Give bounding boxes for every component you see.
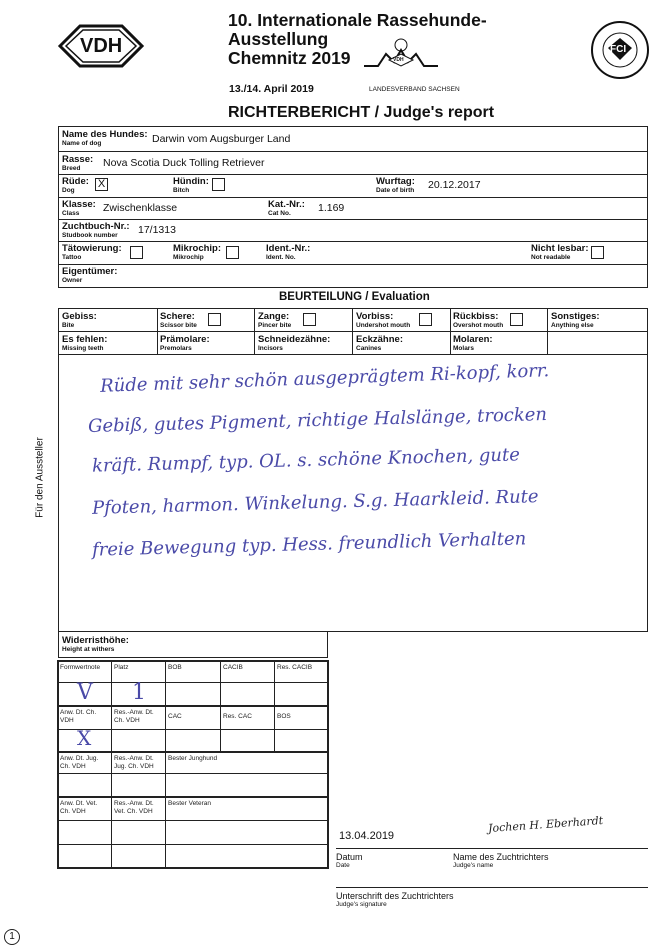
cell-anw-dt-jug-ch: Anw. Dt. Jug. Ch. VDH	[60, 755, 99, 770]
other-field	[551, 312, 600, 330]
premolar-label: Prämolare:	[160, 334, 210, 345]
pincer-label: Zange:	[258, 311, 290, 322]
vdh-logo-text: VDH	[80, 35, 123, 57]
landesverband-label: LANDESVERBAND SACHSEN	[369, 86, 460, 93]
canine-field	[356, 335, 403, 353]
vdh-logo	[56, 22, 146, 70]
page-number	[4, 929, 20, 945]
chip-checkbox[interactable]	[226, 246, 239, 259]
grade-handwritten: V	[77, 680, 93, 705]
catalog-number-field	[268, 200, 305, 218]
breed-field	[62, 155, 93, 173]
breed-sublabel: Breed	[62, 165, 81, 172]
male-field	[62, 177, 89, 195]
male-sublabel: Dog	[62, 187, 75, 194]
scissor-checkbox[interactable]	[208, 313, 221, 326]
pincer-checkbox[interactable]	[303, 313, 316, 326]
class-field	[62, 200, 96, 218]
missing-label: Es fehlen:	[62, 334, 108, 345]
female-label: Hündin:	[173, 176, 209, 187]
premolar-field	[160, 335, 210, 353]
undershot-sublabel: Undershot mouth	[356, 322, 411, 329]
handwriting-line-1: Rüde mit sehr schön ausgeprägtem Ri-kopf, korr.	[99, 360, 550, 397]
cell-bos: BOS	[277, 713, 291, 720]
judge-name-sublabel: Judge's name	[453, 862, 494, 869]
height-label: Widerristhöhe:	[62, 635, 129, 646]
height-sublabel: Height at withers	[62, 646, 115, 653]
tattoo-checkbox[interactable]	[130, 246, 143, 259]
scissor-label: Schere:	[160, 311, 195, 322]
unreadable-field	[531, 244, 589, 262]
report-title: RICHTERBERICHT / Judge's report	[228, 104, 495, 121]
cell-anw-dt-ch: Anw. Dt. Ch. VDH	[60, 709, 97, 724]
female-sublabel: Bitch	[173, 187, 190, 194]
catalog-number-sublabel: Cat No.	[268, 210, 291, 217]
dog-name-label: Name des Hundes:	[62, 129, 148, 140]
place-handwritten: 1	[132, 680, 146, 705]
cell-res-anw-dt-jug-ch: Res.-Anw. Dt. Jug. Ch. VDH	[114, 755, 154, 770]
side-label: Für den Aussteller	[34, 437, 46, 518]
cell-bester-junghund: Bester Junghund	[168, 755, 218, 762]
dog-name-sublabel: Name of dog	[62, 140, 102, 147]
height-field	[62, 636, 129, 654]
incisor-label: Schneidezähne:	[258, 334, 331, 345]
incisor-field	[258, 335, 330, 353]
cell-bob: BOB	[168, 664, 182, 671]
unreadable-label: Nicht lesbar:	[531, 243, 589, 254]
pincer-sublabel: Pincer bite	[258, 322, 292, 329]
signature-label: Unterschrift des Zuchtrichters	[336, 891, 454, 901]
undershot-field	[356, 312, 410, 330]
cell-res-anw-dt-ch: Res.-Anw. Dt. Ch. VDH	[114, 709, 154, 724]
cell-cacib: CACIB	[223, 664, 243, 671]
canine-sublabel: Canines	[356, 345, 382, 352]
date-value: 13.04.2019	[339, 830, 395, 842]
tattoo-label: Tätowierung:	[62, 243, 122, 254]
title-line-2: Ausstellung	[228, 29, 329, 49]
handwriting-line-3: kräft. Rumpf, typ. OL. s. schöne Knochen, gute	[91, 444, 521, 477]
dog-name-value: Darwin vom Augsburger Land	[152, 133, 291, 145]
bite-field	[62, 312, 97, 330]
whelp-date-field	[376, 177, 415, 195]
whelp-date-sublabel: Date of birth	[376, 187, 415, 194]
ident-sublabel: Ident. No.	[266, 254, 296, 261]
bite-label: Gebiss:	[62, 311, 97, 322]
ident-label: Ident.-Nr.:	[266, 243, 311, 254]
whelp-date-label: Wurftag:	[376, 176, 415, 187]
molar-label: Molaren:	[453, 334, 493, 345]
cell-anw-dt-vet-ch: Anw. Dt. Vet. Ch. VDH	[60, 800, 98, 815]
canine-label: Eckzähne:	[356, 334, 403, 345]
unreadable-sublabel: Not readable	[531, 254, 571, 261]
signature-sublabel: Judge's signature	[336, 901, 387, 908]
missing-field	[62, 335, 107, 353]
lv-logo-text: VDH	[393, 57, 404, 63]
pincer-field	[258, 312, 291, 330]
signature-caption	[336, 891, 454, 909]
class-label: Klasse:	[62, 199, 96, 210]
molar-sublabel: Molars	[453, 345, 474, 352]
incisor-sublabel: Incisors	[258, 345, 283, 352]
female-field	[173, 177, 209, 195]
chip-field	[173, 244, 221, 262]
anw-handwritten: X	[77, 726, 92, 750]
scissor-field	[160, 312, 197, 330]
judge-name-caption	[453, 852, 549, 870]
breed-label: Rasse:	[62, 154, 94, 165]
molar-field	[453, 335, 493, 353]
owner-label: Eigentümer:	[62, 266, 118, 277]
other-label: Sonstiges:	[551, 311, 600, 322]
judge-name-handwritten: Jochen H. Eberhardt	[487, 813, 604, 836]
dog-name-field	[62, 130, 148, 148]
page-number-text: 1	[9, 931, 15, 942]
missing-sublabel: Missing teeth	[62, 345, 104, 352]
evaluation-title: BEURTEILUNG / Evaluation	[279, 291, 430, 303]
show-date: 13./14. April 2019	[229, 83, 314, 95]
chip-label: Mikrochip:	[173, 243, 222, 254]
tattoo-field	[62, 244, 122, 262]
female-checkbox[interactable]	[212, 178, 225, 191]
undershot-checkbox[interactable]	[419, 313, 432, 326]
catalog-number-value: 1.169	[318, 202, 345, 214]
studbook-value: 17/1313	[138, 224, 176, 236]
premolar-sublabel: Premolars	[160, 345, 192, 352]
ident-field	[266, 244, 310, 262]
chip-sublabel: Mikrochip	[173, 254, 204, 261]
fci-logo	[590, 20, 650, 80]
unreadable-checkbox[interactable]	[591, 246, 604, 259]
cell-res-cac: Res. CAC	[223, 713, 252, 720]
studbook-sublabel: Studbook number	[62, 232, 118, 239]
studbook-label: Zuchtbuch-Nr.:	[62, 221, 130, 232]
male-label: Rüde:	[62, 176, 89, 187]
class-value: Zwischenklasse	[103, 202, 178, 214]
handwriting-line-5: freie Bewegung typ. Hess. freundlich Verhalten	[91, 528, 527, 561]
date-sublabel: Date	[336, 862, 350, 869]
title-line-3: Chemnitz 2019	[228, 48, 351, 68]
landesverband-emblem	[356, 36, 446, 82]
undershot-label: Vorbiss:	[356, 311, 394, 322]
cell-platz: Platz	[114, 664, 129, 671]
cell-res-cacib: Res. CACIB	[277, 664, 313, 671]
catalog-number-label: Kat.-Nr.:	[268, 199, 305, 210]
owner-field	[62, 267, 117, 285]
other-sublabel: Anything else	[551, 322, 594, 329]
cell-res-anw-dt-vet-ch: Res.-Anw. Dt. Vet. Ch. VDH	[114, 800, 154, 815]
class-sublabel: Class	[62, 210, 80, 217]
male-checkbox[interactable]: X	[95, 178, 108, 191]
date-caption	[336, 852, 363, 870]
overshot-field	[453, 312, 503, 330]
handwriting-line-2: Gebiß, gutes Pigment, richtige Halslänge, trocken	[87, 403, 548, 438]
breed-value: Nova Scotia Duck Tolling Retriever	[103, 157, 265, 169]
tattoo-sublabel: Tattoo	[62, 254, 82, 261]
title-line-1: 10. Internationale Rassehunde-	[228, 10, 487, 30]
cell-bester-veteran: Bester Veteran	[168, 800, 211, 807]
date-label: Datum	[336, 852, 363, 862]
owner-sublabel: Owner	[62, 277, 83, 284]
studbook-field	[62, 222, 130, 240]
overshot-sublabel: Overshot mouth	[453, 322, 504, 329]
overshot-label: Rückbiss:	[453, 311, 499, 322]
handwriting-line-4: Pfoten, harmon. Winkelung. S.g. Haarkleid. Rute	[91, 486, 539, 519]
scissor-sublabel: Scissor bite	[160, 322, 197, 329]
whelp-date-value: 20.12.2017	[428, 179, 481, 191]
overshot-checkbox[interactable]	[510, 313, 523, 326]
cell-formwertnote: Formwertnote	[60, 664, 101, 671]
bite-sublabel: Bite	[62, 322, 75, 329]
cell-cac: CAC	[168, 713, 182, 720]
fci-logo-text: FCI	[610, 44, 627, 55]
judge-name-label: Name des Zuchtrichters	[453, 852, 549, 862]
